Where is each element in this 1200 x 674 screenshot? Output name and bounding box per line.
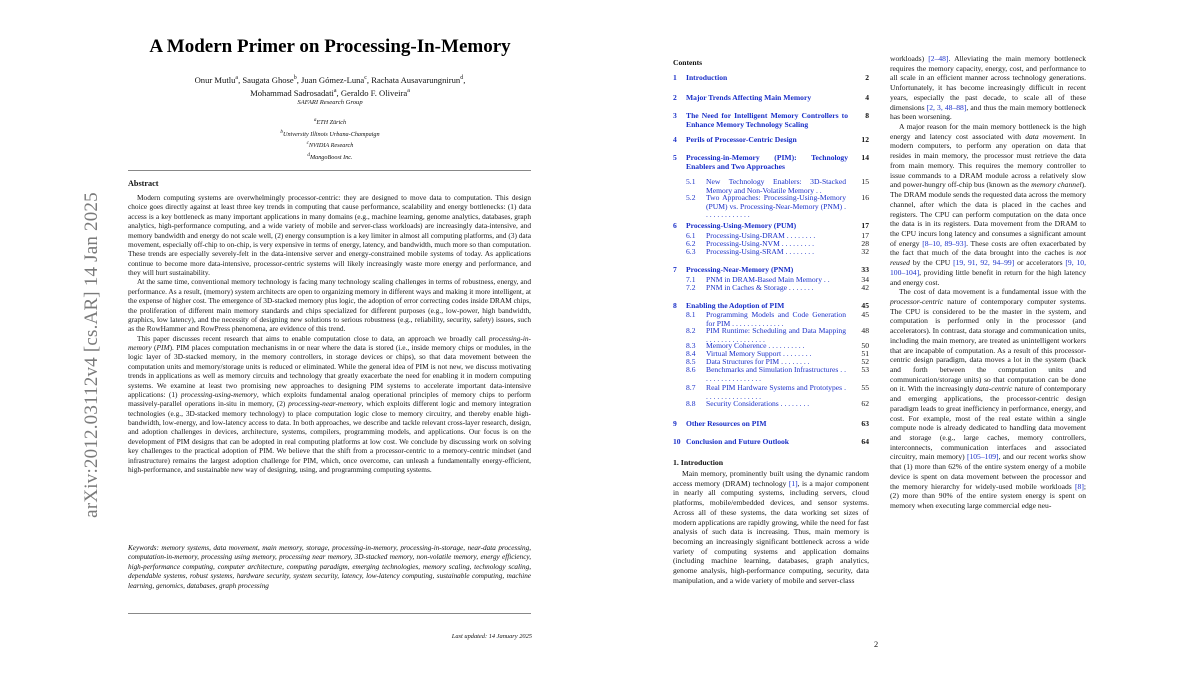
toc-page-number: 33 <box>861 265 869 274</box>
paper-title: A Modern Primer on Processing-In-Memory <box>149 36 511 57</box>
abstract-paragraph: This paper discusses recent research that aims to enable computation close to data, an approach we broadly call processing-in-memory (PIM). PIM places computation mechanisms in or near where the data is stored (i.e., inside memory chips or modules, in the logic layer of 3D-stacked memory, in the memory controllers, in storage devices or chips), so that data movement between the computation units and memory/storage units is reduced or eliminated. While the general idea of PIM is not new, we discuss motivating trends in applications as well as memory circuits and technology that greatly exacerbate the need for enabling it in modern computing systems. We examine at least two promising new approaches to designing PIM systems to accelerate important data-intensive applications: (1) processing-using-memory, which exploits fundamental analog operational principles of memory chips to perform massively-parallel operations in-situ in memory, (2) processing-near-memory, which exploits different logic and memory integration technologies (e.g., 3D-stacked memory technology) to place computation logic close to memory circuitry, and thereby enable high-bandwidth, low-energy, and low-latency access to data. In both approaches, we describe and tackle relevant cross-layer research, design, and adoption challenges in devices, architecture, systems, compilers, programming models, and applications. Our focus is on the development of PIM designs that can be adopted in real computing platforms at low cost. We conclude by discussing work on solving key challenges to the practical adoption of PIM. We believe that the shift from a processor-centric to a memory-centric mindset (and infrastructure) remains the largest adoption challenge for PIM, which, once overcome, can unleash a fundamentally energy-efficient, high-performance, and sustainable new way of designing, using, and programming computing systems. <box>128 333 532 474</box>
contents-heading: Contents <box>673 58 703 67</box>
toc-page-number: 51 <box>861 349 869 358</box>
citation-link[interactable]: [8] <box>1075 481 1084 491</box>
toc-page-number: 45 <box>861 301 869 310</box>
toc-number: 8.4 <box>686 349 696 358</box>
toc-number: 6.1 <box>686 231 696 240</box>
toc-number: 6.3 <box>686 247 696 256</box>
toc-number: 8.3 <box>686 341 696 350</box>
toc-number: 6 <box>673 221 677 230</box>
affil-mark: c <box>364 75 367 81</box>
toc-number: 5.2 <box>686 193 696 202</box>
toc-number: 8.6 <box>686 365 696 374</box>
toc-page-number: 28 <box>861 239 869 248</box>
citation-link[interactable]: [2, 3, 48–88] <box>926 102 967 112</box>
toc-page-number: 8 <box>865 111 869 120</box>
toc-page-number: 15 <box>861 177 869 186</box>
toc-entry-2[interactable] <box>673 94 869 103</box>
toc-title: New Technology Enablers: 3D-Stacked Memory and Non-Volatile Memory . . <box>706 177 846 195</box>
toc-number: 8.1 <box>686 310 696 319</box>
affiliations <box>150 116 510 162</box>
toc-title: Enabling the Adoption of PIM <box>686 301 785 310</box>
toc-entry-7[interactable] <box>673 266 869 275</box>
toc-page-number: 52 <box>861 357 869 366</box>
citation-link[interactable]: [2–48] <box>928 54 949 63</box>
toc-page-number: 2 <box>865 73 869 82</box>
affil-mark: a <box>235 75 239 81</box>
divider <box>128 613 531 614</box>
toc-page-number: 34 <box>861 275 869 284</box>
toc-number: 7 <box>673 265 677 274</box>
toc-number: 1 <box>673 73 677 82</box>
body-paragraph: workloads) [2–48]. Alleviating the main memory bottleneck requires the memory capacity, energy, cost, and performance to all scale in an efficient manner across technology generations. Unfortunately, it has become increasingly difficult in recent years, especially the past decade, to scale all of these dimensions [2, 3, 48–88], and thus the main memory bottleneck has been worsening. <box>890 54 1087 122</box>
keywords-label: Keywords: <box>128 544 159 552</box>
affil-mark: a <box>407 87 410 94</box>
author-oliveira: , Geraldo F. Oliveira <box>336 87 408 98</box>
toc-page-number: 17 <box>861 231 869 240</box>
affiliation: $^d$MangoBoost Inc. <box>307 151 353 161</box>
toc-number: 8.8 <box>686 399 696 408</box>
toc-page-number: 50 <box>861 341 869 350</box>
affil-mark: d <box>460 75 464 81</box>
citation-link[interactable]: [19, 91, 92, 94–99] <box>953 258 1015 268</box>
toc-title: PIM Runtime: Scheduling and Data Mapping . . . . . . . . . . . . . . . . <box>706 326 846 344</box>
toc-number: 7.2 <box>686 283 696 292</box>
toc-page-number: 45 <box>861 310 869 319</box>
toc-entry-6-3[interactable] <box>673 248 869 257</box>
affiliation: $^c$NVIDIA Research <box>306 140 354 150</box>
toc-number: 5.1 <box>686 177 696 186</box>
toc-page-number: 17 <box>861 221 869 230</box>
citation-link[interactable]: [8–10, 89–93] <box>922 238 967 248</box>
toc-entry-8-8[interactable] <box>673 400 869 409</box>
toc-title: Perils of Processor-Centric Design <box>686 135 797 144</box>
toc-number: 10 <box>673 437 681 446</box>
body-paragraph: Main memory, prominently built using the dynamic random access memory (DRAM) technology [1], is a major component in nearly all computing systems, including servers, cloud platforms, mobile/embedded devices, and sensor systems. Across all of these systems, the data working set sizes of modern applications are rapidly growing, while the need for fast analysis of such data is increasing. Thus, main memory is becoming an increasingly significant bottleneck across a wide variety of computing systems and application domains (including machine learning, databases, graph analytics, genome analysis, high-performance computing, security, data manipulation, and a wide variety of mobile and server-class <box>673 469 869 585</box>
toc-number: 8 <box>673 301 677 310</box>
toc-title: Programming Models and Code Generation for PIM . . . . . . . . . . . . . . <box>706 310 846 328</box>
toc-page-number: 62 <box>861 399 869 408</box>
intro-column-left <box>673 469 869 586</box>
toc-entry-6[interactable] <box>673 222 869 231</box>
intro-column-right <box>890 54 1086 511</box>
toc-page-number: 42 <box>861 283 869 292</box>
toc-page-number: 12 <box>861 135 869 144</box>
toc-title: Real PIM Hardware Systems and Prototypes . . . . . . . . . . . . . . . . <box>706 383 846 401</box>
toc-number: 7.1 <box>686 275 696 284</box>
toc-number: 8.5 <box>686 357 696 366</box>
author-gomez-luna: , Juan Gómez-Luna <box>296 74 365 85</box>
toc-entry-9[interactable] <box>673 420 869 429</box>
toc-entry-10[interactable] <box>673 438 869 447</box>
toc-entry-1[interactable] <box>673 74 869 83</box>
abstract-paragraph: Modern computing systems are overwhelmingly processor-centric: they are designed to move data to computation. This design choice goes directly against at least three key trends in computing that cause performance, scalability and energy bottlenecks: (1) data access is a key bottleneck as many important applications in many domains (e.g., machine learning, genome analytics, databases, graph analytics, high-performance computing, and a wide variety of mobile and server-class workloads) are increasingly data-intensive, and memory bandwidth and energy do not scale well, (2) energy consumption is a key limiter in almost all computing platforms, and (3) data movement, especially off-chip to on-chip, is very expensive in terms of energy, latency, and bandwidth, much more so than computation. These trends are especially severely-felt in the data-intensive server and energy-constrained mobile systems of today. As applications continue to become more data-intensive, processor-centric systems will likely increasingly waste more energy and performance, and they will hurt sustainability. <box>128 193 531 277</box>
toc-title: PNM in DRAM-Based Main Memory . . <box>706 275 830 284</box>
abstract-paragraph: At the same time, conventional memory technology is facing many technology scaling challenges in terms of robustness, energy, and performance. As a result, (memory) system architects are open to organizing memory in different ways and making it more intelligent, at the expense of higher cost. The emergence of 3D-stacked memory plus logic, the adoption of error correcting codes inside DRAM chips, the proliferation of different main memory standards and chips specialized for different purposes (e.g., low-power, high bandwidth, graphics, low latency), and the necessity of designing new solutions to serious robustness (e.g., reliability, security, safety) issues, such as the RowHammer and RowPress phenomena, are evidence of this trend. <box>128 277 531 334</box>
toc-number: 8.2 <box>686 326 696 335</box>
toc-title: Processing-Using-NVM . . . . . . . . . <box>706 239 814 248</box>
toc-page-number: 32 <box>861 247 869 256</box>
affiliation: $^b$University Illinois Urbana-Champaign <box>280 128 380 138</box>
toc-entry-8-6[interactable] <box>673 366 869 383</box>
abstract-body <box>128 193 531 474</box>
toc-page-number: 16 <box>861 193 869 202</box>
toc-title: Processing-Using-DRAM . . . . . . . . <box>706 231 816 240</box>
author-ghose: , Saugata Ghose <box>238 74 294 85</box>
toc-page-number: 55 <box>861 383 869 392</box>
abstract-heading: Abstract <box>128 179 159 188</box>
keywords <box>128 544 531 591</box>
toc-title: Memory Coherence . . . . . . . . . . <box>706 341 805 350</box>
toc-number: 5 <box>673 153 677 162</box>
affil-mark: a <box>333 87 337 94</box>
toc-page-number: 63 <box>861 419 869 428</box>
toc-number: 2 <box>673 93 677 102</box>
toc-title: Virtual Memory Support . . . . . . . . <box>706 349 812 358</box>
citation-link[interactable]: [9, 10, 100–104] <box>890 258 1086 277</box>
toc-title: Security Considerations . . . . . . . . <box>706 399 810 408</box>
toc-title: Processing-Near-Memory (PNM) <box>686 265 794 274</box>
last-updated: Last updated: 14 January 2025 <box>451 633 532 640</box>
toc-entry-4[interactable] <box>673 136 869 145</box>
toc-title: Processing-Using-Memory (PUM) <box>686 221 797 230</box>
toc-number: 8.7 <box>686 383 696 392</box>
author-ausavarungnirun: , Rachata Ausavarungnirun <box>366 74 461 85</box>
toc-title: Processing-in-Memory (PIM): Technology Enablers and Two Approaches <box>686 153 848 171</box>
toc-title: The Need for Intelligent Memory Controllers to Enhance Memory Technology Scaling <box>686 111 848 129</box>
toc-entry-3[interactable] <box>673 112 869 129</box>
affiliation: $^a$ETH Zürich <box>313 117 347 127</box>
arxiv-stamp <box>79 190 105 520</box>
toc-title: PNM in Caches & Storage . . . . . . . <box>706 283 814 292</box>
toc-page-number: 4 <box>865 93 869 102</box>
toc-entry-7-2[interactable] <box>673 284 869 293</box>
toc-entry-5-2[interactable] <box>673 194 869 220</box>
author-list: Onur Mutlu$^a$, Saugata Ghose$^b$, Juan Gómez-Luna$^c$, Rachata Ausavarungnirun$^d$, Mohammad Sadrosadati$^a$, Geraldo F. Oliveira$^a$ <box>194 74 466 98</box>
toc-number: 4 <box>673 135 677 144</box>
section-heading-introduction: 1. Introduction <box>673 458 724 467</box>
toc-title: Data Structures for PIM . . . . . . . . <box>706 357 810 366</box>
toc-title: Two Approaches: Processing-Using-Memory (PUM) vs. Processing-Near-Memory (PNM) . . . . . . . . . . . . . <box>706 193 846 220</box>
toc-entry-5[interactable] <box>673 154 869 171</box>
toc-number: 9 <box>673 419 677 428</box>
arxiv-stamp-text: arXiv:2012.03112v4 [cs.AR] 14 Jan 2025 <box>81 192 102 518</box>
author-sadrosadati: Mohammad Sadrosadati <box>250 87 334 98</box>
toc-number: 6.2 <box>686 239 696 248</box>
author-mutlu: Onur Mutlu <box>194 74 236 85</box>
body-paragraph: The cost of data movement is a fundamental issue with the processor-centric nature of contemporary computer systems. The CPU is considered to be the master in the system, and computation is performed only in the processor (and accelerators). In contrast, data storage and communication units, including the main memory, are treated as unintelligent workers that are incapable of computation. As a result of this processor-centric design paradigm, data moves a lot in the system (back and forth between the computation units and communication/storage units) so that computation can be done on it. With the increasingly data-centric nature of contemporary and emerging applications, the processor-centric design paradigm leads to great inefficiency in performance, energy, and cost. For example, most of the real estate within a single compute node is already dedicated to handling data movement and storage (e.g., large caches, memory controllers, interconnects, communication interfaces and associated circuitry, main memory) [105–109], and our recent works show that (1) more than 62% of the entire system energy of a mobile device is spent on data movement between the processor and the memory hierarchy for widely-used mobile workloads [8]; (2) more than 90% of the entire system energy is spent on memory when executing large commercial edge neu- <box>890 287 1087 511</box>
toc-page-number: 14 <box>861 153 869 162</box>
page-number: 2 <box>874 640 879 649</box>
toc-number: 3 <box>673 111 677 120</box>
toc-page-number: 64 <box>861 437 869 446</box>
toc-page-number: 53 <box>861 365 869 374</box>
keywords-text: memory systems, data movement, main memory, storage, processing-in-memory, processing-in-storage, near-data processing, computation-in-memory, processing using memory, processing near memory, 3D-stacked memory, non-volatile memory, energy efficiency, high-performance computing, computer architecture, computing paradigm, emerging technologies, memory scaling, technology scaling, dependable systems, robust systems, hardware security, system security, latency, low-latency computing, sustainable computing, machine learning, genomics, databases, graph processing <box>128 544 531 590</box>
research-group: SAFARI Research Group <box>297 99 363 106</box>
toc-title: Introduction <box>686 73 728 82</box>
citation-link[interactable]: [105–109] <box>966 452 999 462</box>
citation-link[interactable]: [1] <box>788 478 798 488</box>
toc-title: Conclusion and Future Outlook <box>686 437 790 446</box>
toc-title: Processing-Using-SRAM . . . . . . . . <box>706 247 815 256</box>
affil-mark: b <box>293 75 297 81</box>
toc-title: Other Resources on PIM <box>686 419 767 428</box>
toc-page-number: 48 <box>861 326 869 335</box>
toc-title: Benchmarks and Simulation Infrastructures . . . . . . . . . . . . . . . . . <box>706 365 846 383</box>
body-paragraph: A major reason for the main memory bottleneck is the high energy and latency cost associated with data movement. In modern computers, to perform any operation on data that resides in main memory, the processor must retrieve the data from main memory. This requires the memory controller to issue commands to a DRAM module across a relatively slow and power-hungry off-chip bus (known as the memory channel). The DRAM module sends the requested data across the memory channel, after which the data is placed in the caches and registers. The CPU can perform computation on the data once the data is in its registers. Data movement from the DRAM to the CPU incurs long latency and consumes a significant amount of energy [8–10, 89–93]. These costs are often exacerbated by the fact that much of the data brought into the caches is not reused by the CPU [19, 91, 92, 94–99] or accelerators [9, 10, 100–104], providing little benefit in return for the high latency and energy cost. <box>890 122 1087 287</box>
divider <box>128 170 531 171</box>
toc-title: Major Trends Affecting Main Memory <box>686 93 812 102</box>
